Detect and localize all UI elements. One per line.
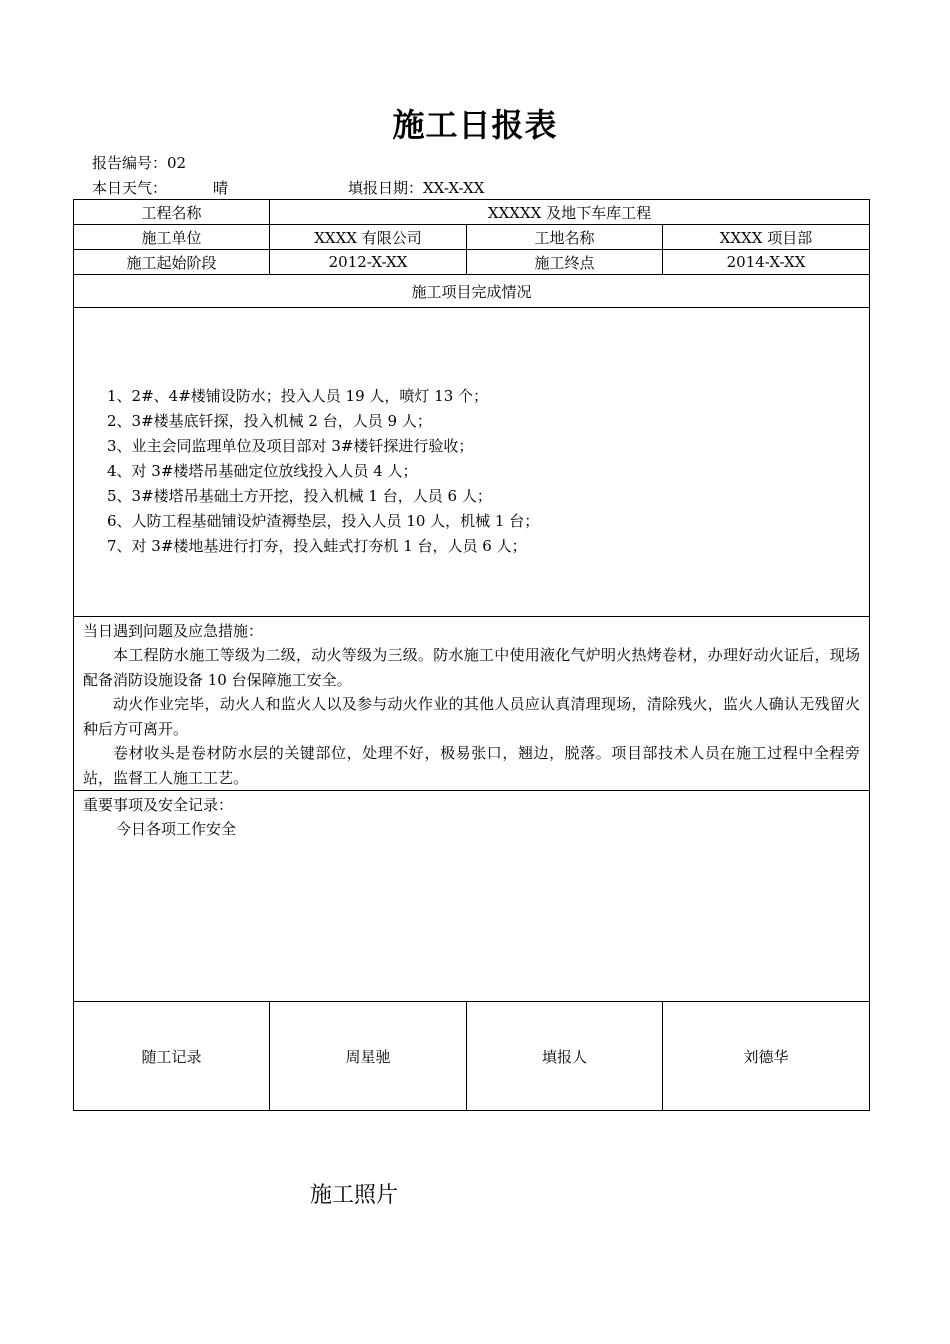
filler-label: 填报人 (467, 1002, 663, 1111)
issues-cell (74, 617, 870, 791)
report-number: 报告编号：02 (92, 154, 187, 172)
report-date: 填报日期：XX-X-XX (348, 179, 485, 197)
completion-heading: 施工项目完成情况 (74, 275, 870, 308)
work-item: 4、对 3#楼塔吊基础定位放线投入人员 4 人； (107, 461, 418, 480)
signature-row (74, 1002, 870, 1111)
daily-report-table (73, 199, 870, 1111)
issues-paragraph: 卷材收头是卷材防水层的关键部位，处理不好，极易张口，翘边，脱落。项目部技术人员在施工过程中全程旁站，监督工人施工工艺。 (83, 744, 861, 787)
work-item: 5、3#楼塔吊基础土方开挖，投入机械 1 台，人员 6 人； (107, 486, 492, 505)
end-value: 2014-X-XX (663, 250, 870, 275)
recorder-label: 随工记录 (74, 1002, 270, 1111)
weather-value: 晴 (213, 179, 229, 197)
completion-heading-row (74, 275, 870, 308)
contractor-row (74, 225, 870, 250)
filler-value: 刘德华 (663, 1002, 870, 1111)
work-item: 6、人防工程基础铺设炉渣褥垫层，投入人员 10 人，机械 1 台； (107, 511, 540, 530)
work-item: 3、业主会同监理单位及项目部对 3#楼钎探进行验收； (107, 436, 474, 455)
issues-heading: 当日遇到问题及应急措施： (83, 622, 264, 640)
work-items-cell (74, 308, 870, 617)
site-value: XXXX 项目部 (663, 225, 870, 250)
work-items-row (74, 308, 870, 617)
start-value: 2012-X-XX (270, 250, 467, 275)
safety-row (74, 791, 870, 1002)
weather-label: 本日天气： (92, 179, 168, 197)
start-label: 施工起始阶段 (74, 250, 270, 275)
site-label: 工地名称 (467, 225, 663, 250)
safety-heading: 重要事项及安全记录： (83, 796, 234, 814)
period-row (74, 250, 870, 275)
recorder-value: 周星驰 (270, 1002, 467, 1111)
work-item: 7、对 3#楼地基进行打夯，投入蛙式打夯机 1 台，人员 6 人； (107, 536, 527, 555)
issues-paragraph: 本工程防水施工等级为二级，动火等级为三级。防水施工中使用液化气炉明火热烤卷材，办理好动火证后，现场配备消防设施设备 10 台保障施工安全。 (83, 646, 861, 689)
contractor-value: XXXX 有限公司 (270, 225, 467, 250)
issues-paragraph: 动火作业完毕，动火人和监火人以及参与动火作业的其他人员应认真清理现场，清除残火，监火人确认无残留火种后方可离开。 (83, 695, 861, 738)
work-item: 2、3#楼基底钎探，投入机械 2 台，人员 9 人； (107, 411, 432, 430)
work-item: 1、2#、4#楼铺设防水；投入人员 19 人，喷灯 13 个； (107, 386, 489, 405)
project-name-row (74, 200, 870, 225)
project-name-value: XXXXX 及地下车库工程 (270, 200, 870, 225)
safety-cell (74, 791, 870, 1002)
page-title: 施工日报表 (392, 106, 558, 144)
issues-row (74, 617, 870, 791)
safety-text: 今日各项工作安全 (116, 820, 237, 838)
contractor-label: 施工单位 (74, 225, 270, 250)
project-name-label: 工程名称 (74, 200, 270, 225)
photos-heading: 施工照片 (310, 1183, 399, 1208)
work-item-list (74, 384, 869, 559)
end-label: 施工终点 (467, 250, 663, 275)
